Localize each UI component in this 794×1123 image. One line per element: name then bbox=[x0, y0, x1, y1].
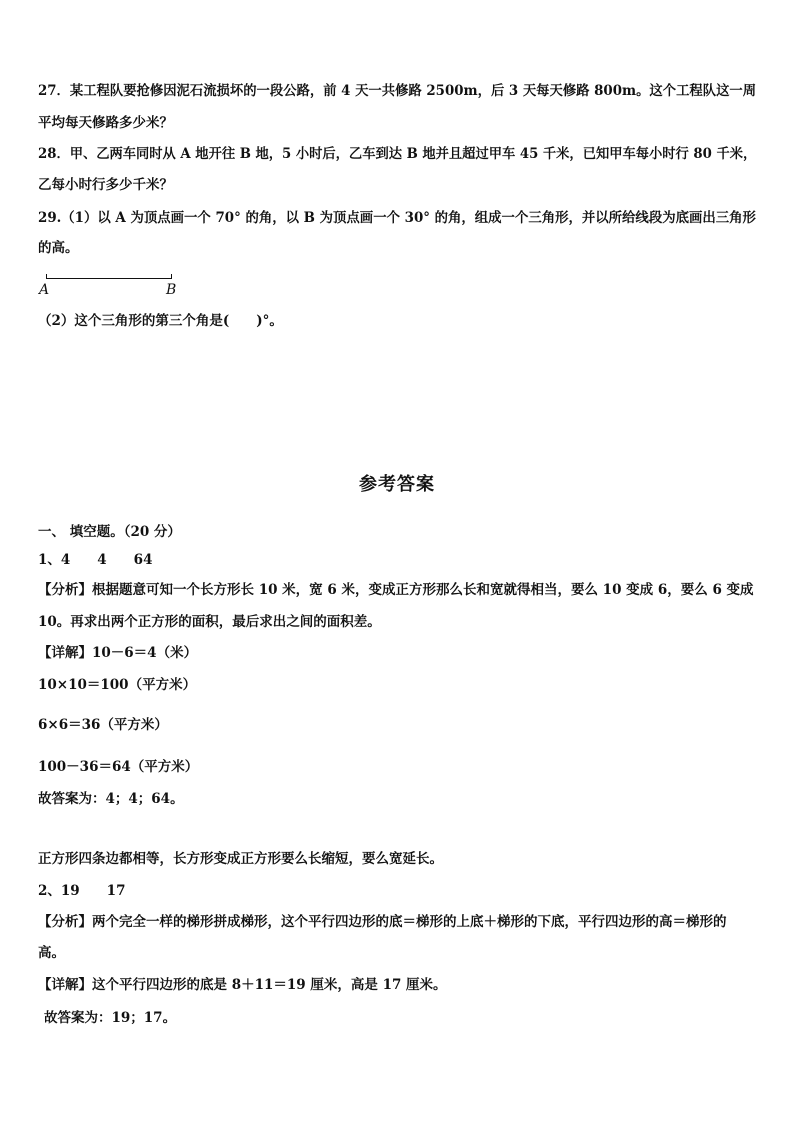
answer-2-analysis-line-2: 高。 bbox=[38, 945, 65, 961]
answer-1-note: 正方形四条边都相等，长方形变成正方形要么长缩短，要么宽延长。 bbox=[38, 851, 443, 867]
question-28-line-1: 28．甲、乙两车同时从 A 地开往 B 地，5 小时后，乙车到达 B 地并且超过甲车 45 千米，已知甲车每小时行 80 千米， bbox=[38, 146, 757, 162]
point-a-label: A bbox=[39, 282, 50, 298]
answer-1: 1、4 4 64 bbox=[38, 552, 153, 568]
answers-title: 参考答案 bbox=[359, 474, 435, 495]
answer-1-conclusion: 故答案为：4；4；64。 bbox=[38, 791, 184, 807]
segment-line bbox=[46, 278, 172, 279]
answer-1-detail-line-4: 100－36＝64（平方米） bbox=[38, 759, 199, 775]
question-28-line-2: 乙每小时行多少千米？ bbox=[38, 177, 173, 193]
segment-ab bbox=[46, 274, 172, 279]
segment-end-b bbox=[171, 274, 172, 279]
question-29-line-2: 的高。 bbox=[38, 240, 79, 256]
answer-2: 2、19 17 bbox=[38, 883, 126, 899]
question-27-line-1: 27．某工程队要抢修因泥石流损坏的一段公路，前 4 天一共修路 2500m，后 3 天每天修路 800m。这个工程队这一周 bbox=[38, 83, 757, 99]
segment-end-a bbox=[46, 274, 47, 279]
question-27-line-2: 平均每天修路多少米？ bbox=[38, 115, 173, 131]
question-29-part-2: （2）这个三角形的第三个角是( )°。 bbox=[38, 313, 283, 329]
answer-1-detail-line-1: 【详解】10－6＝4（米） bbox=[38, 645, 198, 661]
answer-2-analysis-line-1: 【分析】两个完全一样的梯形拼成梯形，这个平行四边形的底＝梯形的上底＋梯形的下底，平行四边形的高＝梯形的 bbox=[38, 914, 727, 930]
point-b-label: B bbox=[166, 282, 177, 298]
answer-1-detail-line-2: 10×10＝100（平方米） bbox=[38, 677, 197, 693]
section-heading: 一、 填空题。（20 分） bbox=[38, 524, 181, 540]
answer-1-analysis-line-1: 【分析】根据题意可知一个长方形长 10 米，宽 6 米，变成正方形那么长和宽就得相当，要么 10 变成 6，要么 6 变成 bbox=[38, 582, 754, 598]
answer-1-analysis-line-2: 10。再求出两个正方形的面积，最后求出之间的面积差。 bbox=[38, 614, 381, 630]
answer-2-detail: 【详解】这个平行四边形的底是 8＋11＝19 厘米，高是 17 厘米。 bbox=[38, 977, 447, 993]
answer-2-conclusion: 故答案为：19；17。 bbox=[44, 1010, 177, 1026]
answer-1-detail-line-3: 6×6＝36（平方米） bbox=[38, 717, 168, 733]
question-29-line-1: 29.（1）以 A 为顶点画一个 70° 的角，以 B 为顶点画一个 30° 的角，组成一个三角形，并以所给线段为底画出三角形 bbox=[38, 210, 756, 226]
